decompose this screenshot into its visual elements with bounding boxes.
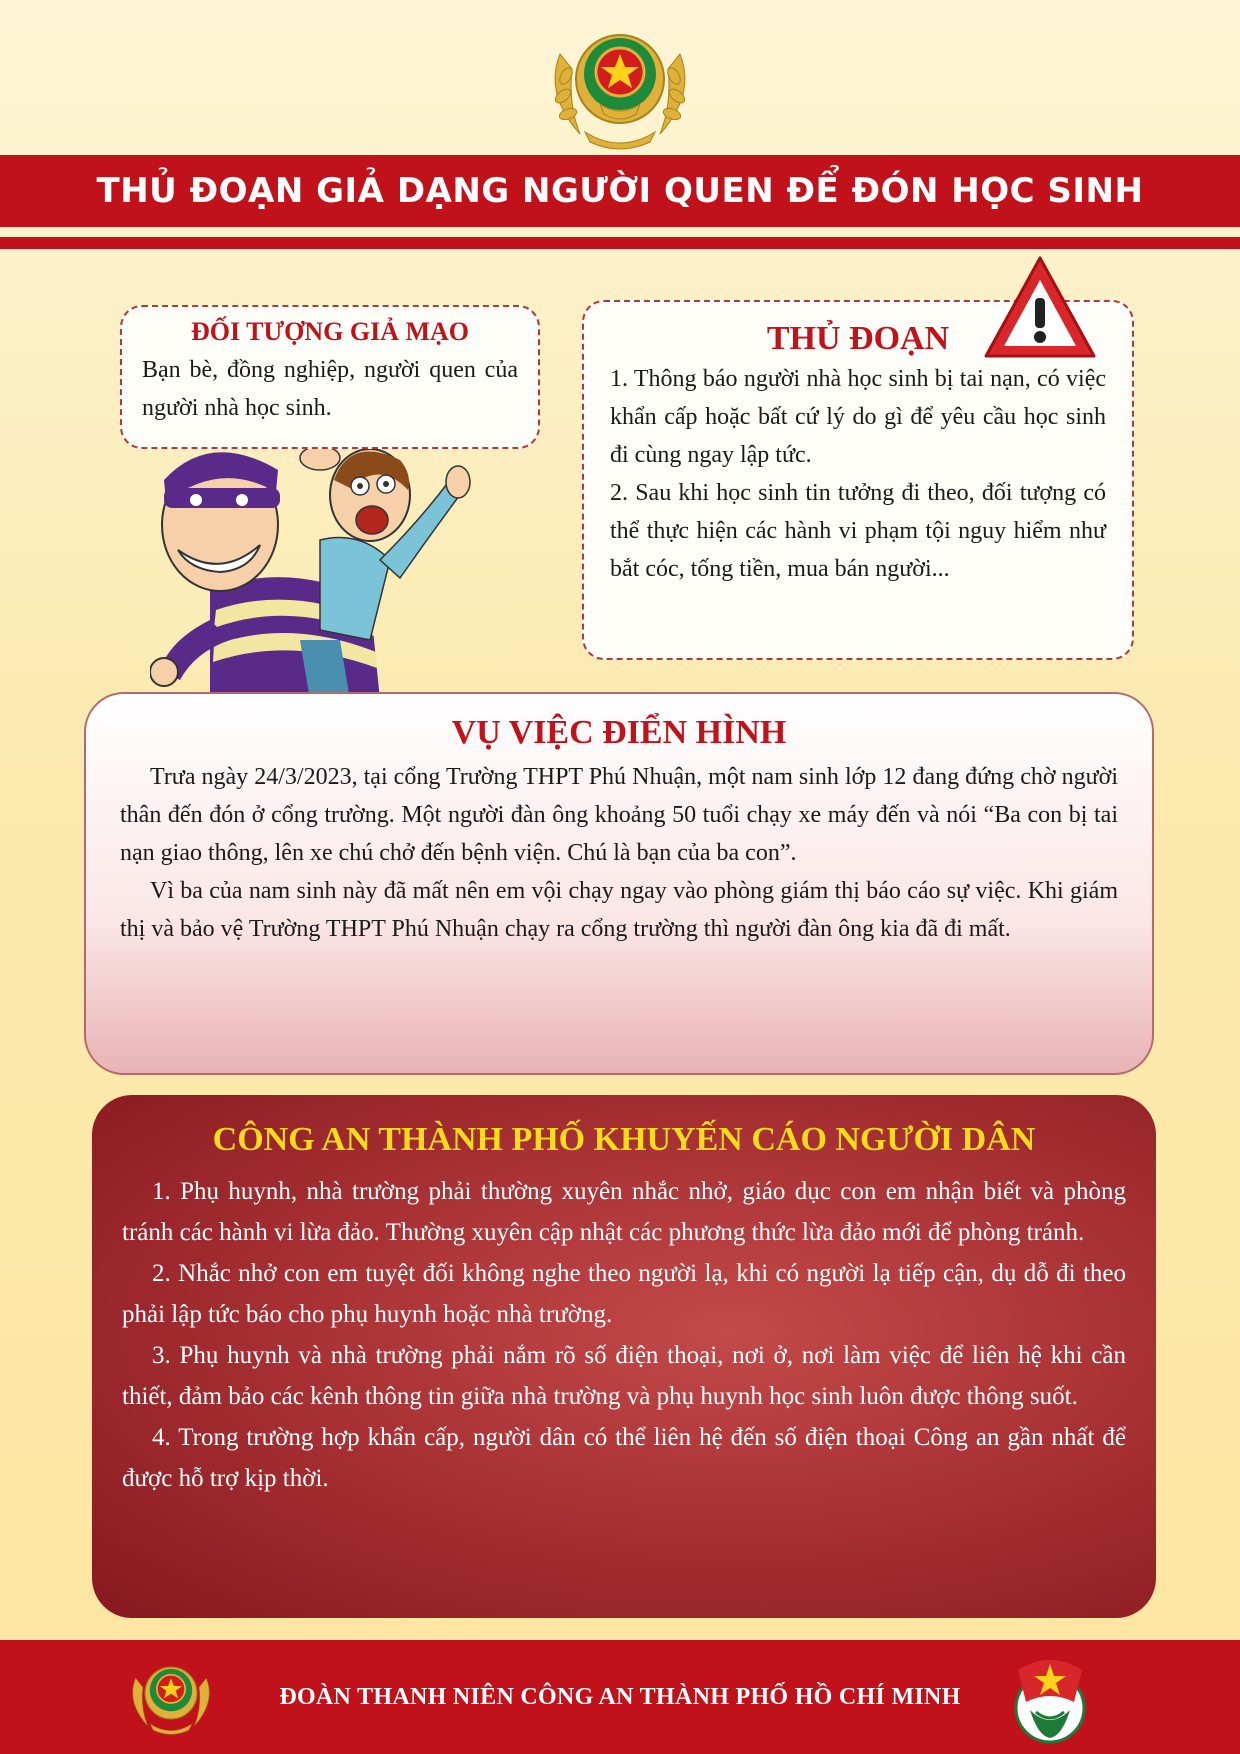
advice-list	[122, 1171, 1126, 1499]
case-paragraph: Vì ba của nam sinh này đã mất nên em vội chạy ngay vào phòng giám thị báo cáo sự việc. Khi giám thị và bảo vệ Trường THPT Phú Nhuận chạy ra cổng trường thì người đàn ông kia đã đi mất.	[120, 878, 1118, 942]
typical-case-box	[84, 692, 1154, 1075]
impostor-title: ĐỐI TƯỢNG GIẢ MẠO	[190, 317, 470, 346]
advice-title: CÔNG AN THÀNH PHỐ KHUYẾN CÁO NGƯỜI DÂN	[212, 1121, 1036, 1158]
case-text	[120, 758, 1118, 948]
warning-icon	[980, 252, 1100, 364]
advice-item: 3. Phụ huynh và nhà trường phải nắm rõ số điện thoại, nơi ở, nơi làm việc để liên hệ khi cần thiết, đảm bảo các kênh thông tin giữa nhà trường và phụ huynh học sinh luôn được thông suốt.	[122, 1342, 1126, 1410]
page-title: THỦ ĐOẠN GIẢ DẠNG NGƯỜI QUEN ĐỂ ĐÓN HỌC SINH	[96, 171, 1144, 211]
method-item: 2. Sau khi học sinh tin tưởng đi theo, đối tượng có thể thực hiện các hành vi phạm tội nguy hiểm như bắt cóc, tống tiền, mua bán người...	[610, 480, 1106, 582]
advice-item: 2. Nhắc nhở con em tuyệt đối không nghe theo người lạ, khi có người lạ tiếp cận, dụ dỗ đi theo phải lập tức báo cho phụ huynh hoặc nhà trường.	[122, 1260, 1126, 1328]
method-title: THỦ ĐOẠN	[766, 320, 950, 357]
case-title: VỤ VIỆC ĐIỂN HÌNH	[451, 714, 787, 751]
youth-union-logo-icon	[1010, 1650, 1090, 1746]
footer-organization: ĐOÀN THANH NIÊN CÔNG AN THÀNH PHỐ HỒ CHÍ MINH	[279, 1683, 961, 1710]
header-stripe	[0, 237, 1240, 249]
police-emblem-icon	[530, 14, 710, 154]
kidnapper-cartoon-image	[150, 440, 520, 700]
header-bar	[0, 155, 1240, 227]
method-list	[610, 360, 1106, 588]
advice-item: 1. Phụ huynh, nhà trường phải thường xuyên nhắc nhở, giáo dục con em nhận biết và phòng tránh các hành vi lừa đảo. Thường xuyên cập nhật các phương thức lừa đảo mới để phòng tránh.	[122, 1178, 1126, 1246]
method-item: 1. Thông báo người nhà học sinh bị tai nạn, có việc khẩn cấp hoặc bất cứ lý do gì để yêu cầu học sinh đi cùng ngay lập tức.	[610, 366, 1106, 468]
advice-box	[92, 1095, 1156, 1618]
impostor-box	[120, 305, 540, 449]
case-paragraph: Trưa ngày 24/3/2023, tại cổng Trường THPT Phú Nhuận, một nam sinh lớp 12 đang đứng chờ người thân đến đón ở cổng trường. Một người đàn ông khoảng 50 tuổi chạy xe máy đến và nói “Ba con bị tai nạn giao thông, lên xe chú chở đến bệnh viện. Chú là bạn của ba con”.	[120, 764, 1118, 866]
police-emblem-icon	[118, 1650, 224, 1742]
impostor-text: Bạn bè, đồng nghiệp, người quen của người nhà học sinh.	[142, 357, 518, 421]
advice-item: 4. Trong trường hợp khẩn cấp, người dân có thể liên hệ đến số điện thoại Công an gần nhất để được hỗ trợ kịp thời.	[122, 1424, 1126, 1492]
